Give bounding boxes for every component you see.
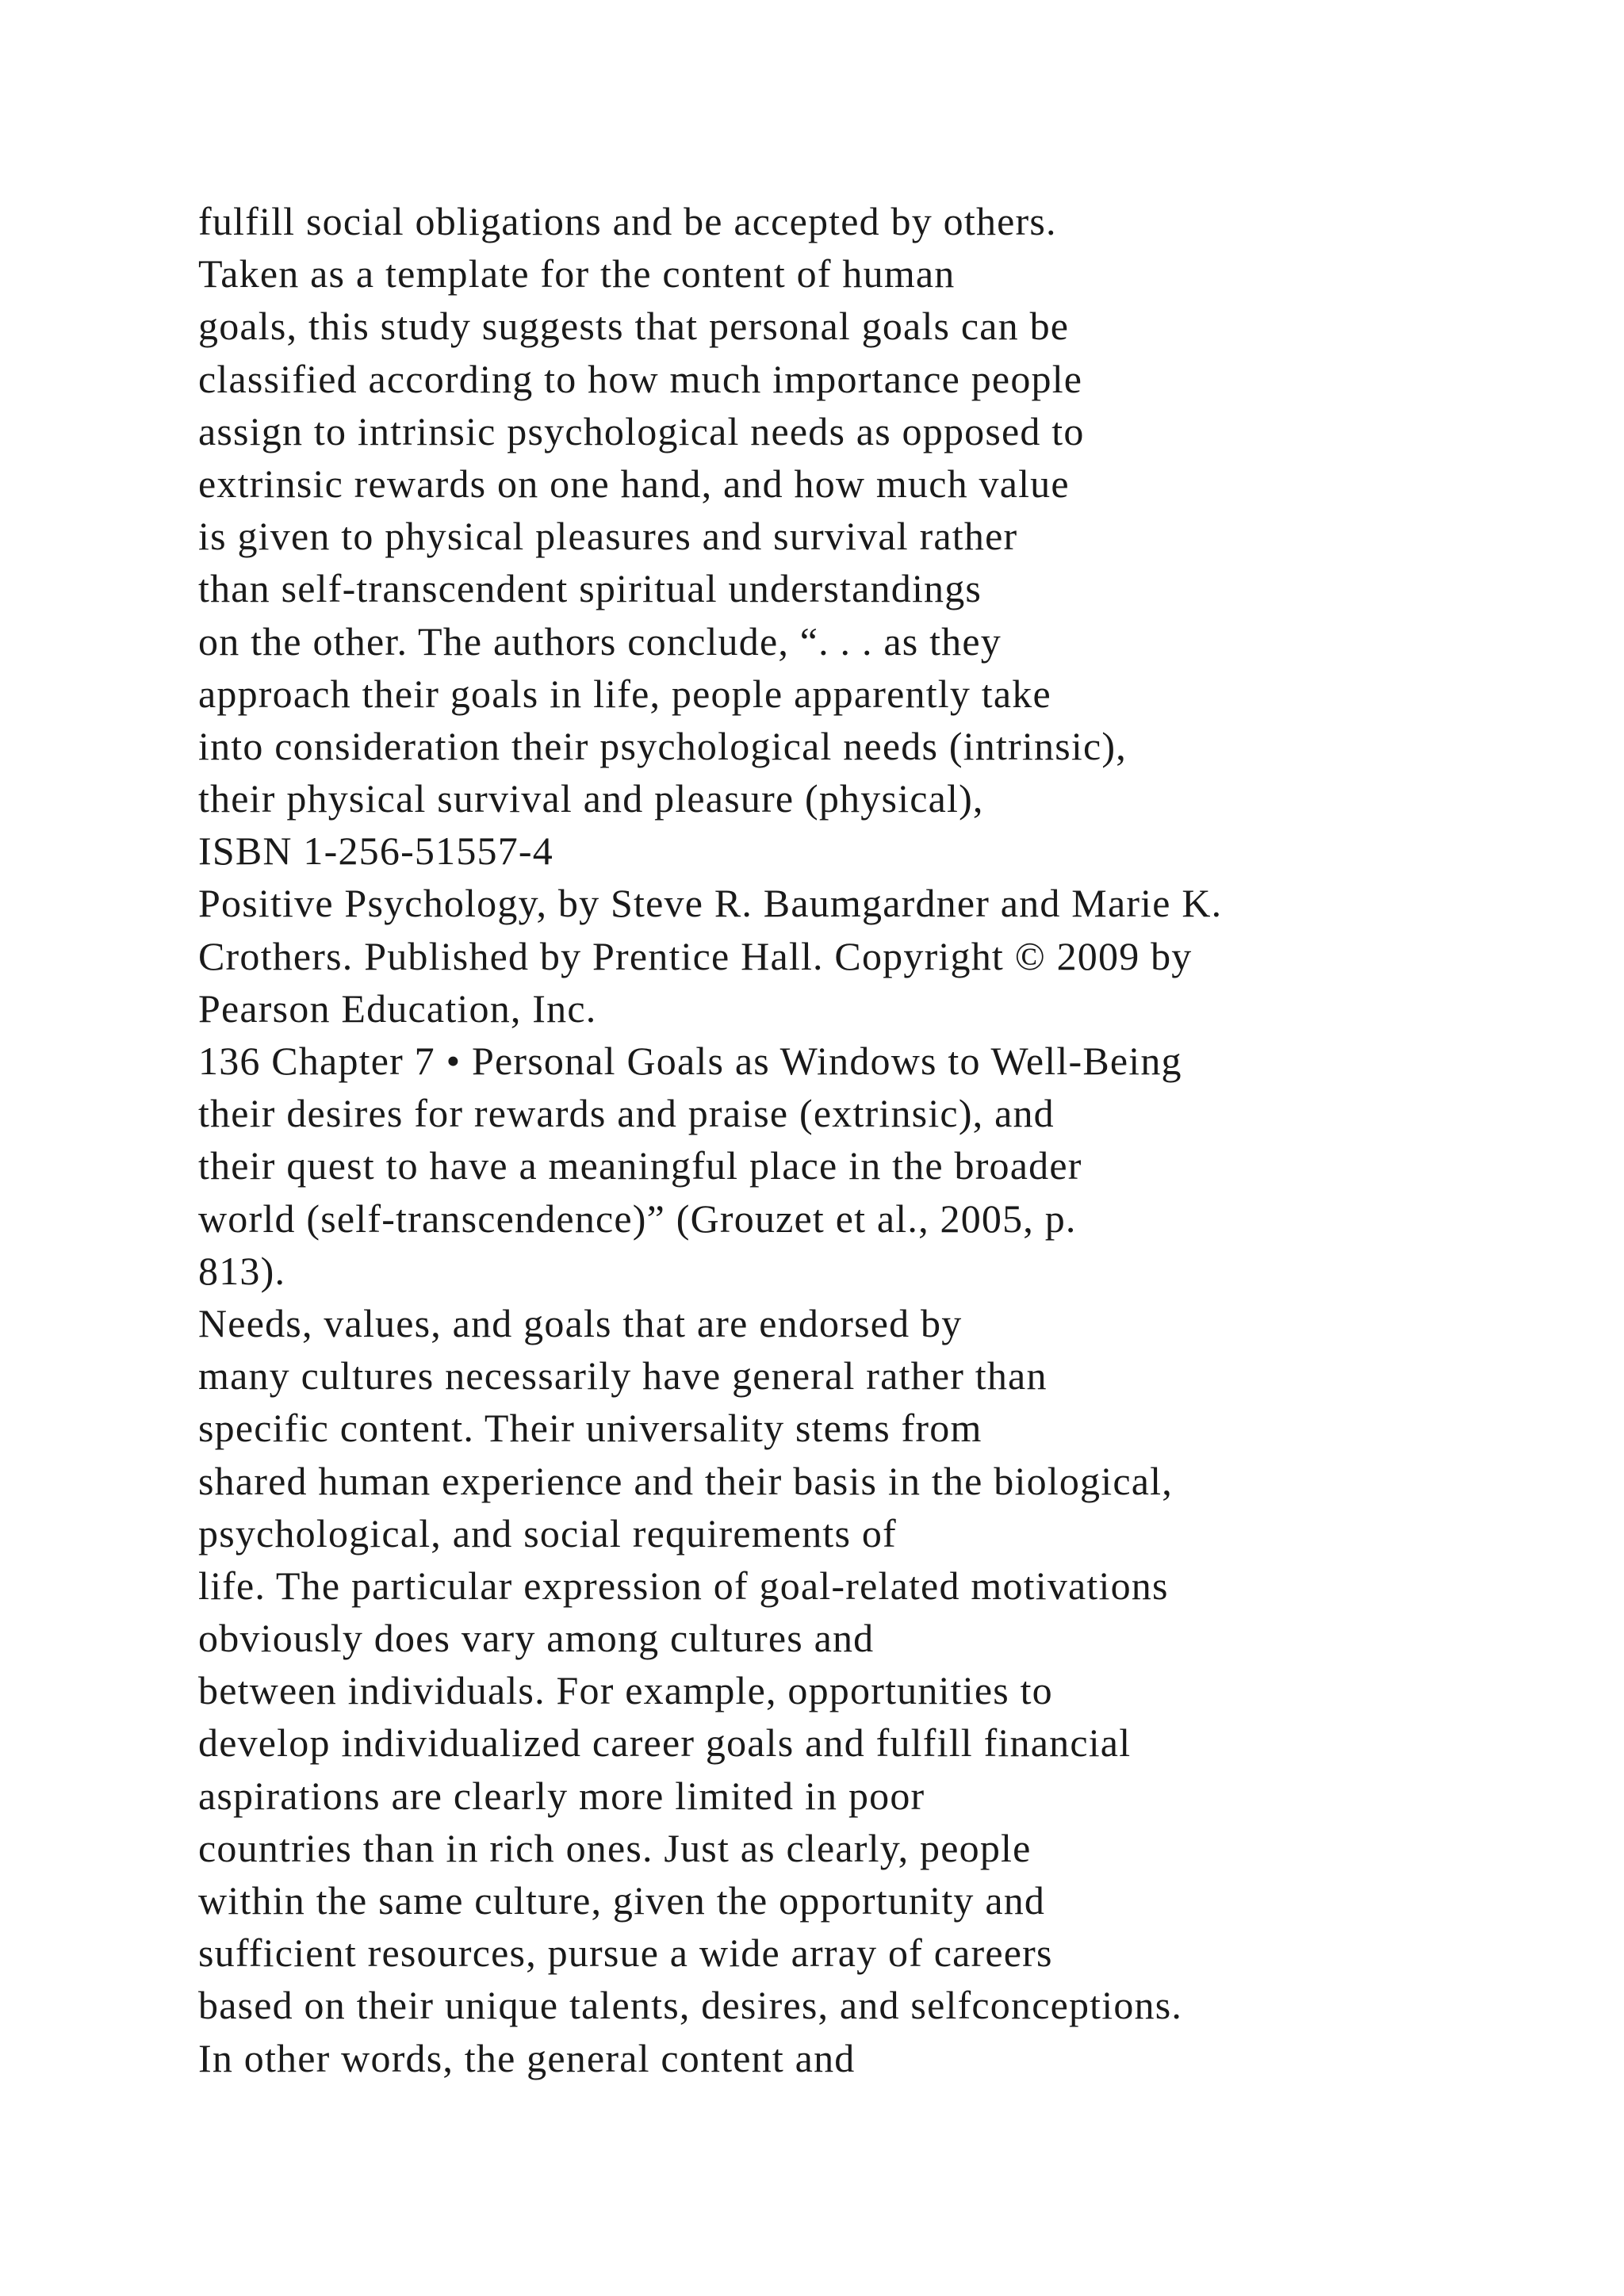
text-line: their quest to have a meaningful place in the broader xyxy=(198,1143,1082,1188)
text-line: than self-transcendent spiritual understandings xyxy=(198,566,982,611)
text-line: specific content. Their universality stems from xyxy=(198,1406,982,1451)
body-text xyxy=(198,195,1594,2084)
text-line: on the other. The authors conclude, “. . . as they xyxy=(198,618,1002,664)
text-line: In other words, the general content and xyxy=(198,2035,856,2080)
citation-line: Crothers. Published by Prentice Hall. Copyright © 2009 by xyxy=(198,933,1193,978)
text-line: 813). xyxy=(198,1248,286,1293)
isbn-line: ISBN 1-256-51557-4 xyxy=(198,828,553,874)
text-line: into consideration their psychological needs (intrinsic), xyxy=(198,723,1127,768)
text-line: classified according to how much importance people xyxy=(198,356,1083,401)
text-line: fulfill social obligations and be accepted by others. xyxy=(198,199,1057,243)
text-line: countries than in rich ones. Just as clearly, people xyxy=(198,1825,1032,1870)
text-line: obviously does vary among cultures and xyxy=(198,1616,875,1661)
text-line: their desires for rewards and praise (extrinsic), and xyxy=(198,1091,1055,1136)
text-line: shared human experience and their basis in the biological, xyxy=(198,1458,1173,1503)
text-line: approach their goals in life, people apparently take xyxy=(198,671,1051,716)
text-line: within the same culture, given the opportunity and xyxy=(198,1878,1046,1923)
text-line: their physical survival and pleasure (physical), xyxy=(198,776,984,821)
text-line: is given to physical pleasures and survival rather xyxy=(198,514,1018,559)
text-line: based on their unique talents, desires, and selfconceptions. xyxy=(198,1983,1183,2028)
text-line: assign to intrinsic psychological needs as opposed to xyxy=(198,408,1085,453)
text-line: psychological, and social requirements of xyxy=(198,1510,897,1556)
page-header-line: 136 Chapter 7 • Personal Goals as Windows to Well-Being xyxy=(198,1039,1182,1083)
text-line: aspirations are clearly more limited in poor xyxy=(198,1773,925,1818)
text-line: sufficient resources, pursue a wide array of careers xyxy=(198,1931,1053,1976)
text-line: life. The particular expression of goal-related motivations xyxy=(198,1563,1169,1608)
text-line: develop individualized career goals and fulfill financial xyxy=(198,1720,1132,1766)
citation-line: Pearson Education, Inc. xyxy=(198,985,597,1031)
text-line: many cultures necessarily have general rather than xyxy=(198,1353,1048,1399)
text-line: Needs, values, and goals that are endorsed by xyxy=(198,1300,963,1345)
text-line: Taken as a template for the content of human xyxy=(198,251,956,297)
citation-line: Positive Psychology, by Steve R. Baumgardner and Marie K. xyxy=(198,881,1223,926)
text-line: goals, this study suggests that personal goals can be xyxy=(198,304,1070,349)
text-line: world (self-transcendence)” (Grouzet et al., 2005, p. xyxy=(198,1196,1077,1241)
text-line: between individuals. For example, opportunities to xyxy=(198,1668,1053,1713)
text-line: extrinsic rewards on one hand, and how much value xyxy=(198,461,1070,506)
